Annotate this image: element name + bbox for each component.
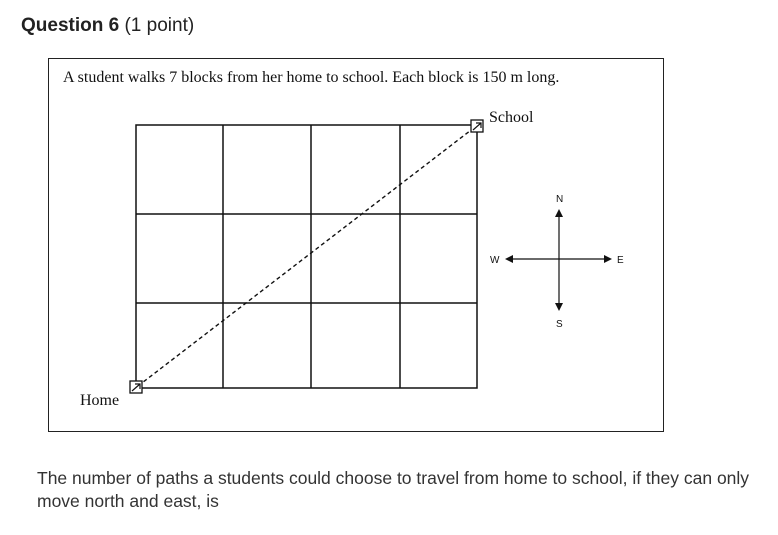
question-title: Question 6	[21, 15, 120, 36]
compass-north-label: N	[556, 194, 564, 205]
figure-caption: A student walks 7 blocks from her home to school. Each block is 150 m long.	[63, 69, 560, 86]
south-arrow-icon	[555, 303, 563, 311]
figure-box	[48, 58, 664, 432]
compass-east-label: E	[617, 255, 624, 266]
west-arrow-icon	[505, 255, 513, 263]
east-arrow-icon	[604, 255, 612, 263]
home-label: Home	[80, 392, 120, 409]
north-arrow-icon	[555, 209, 563, 217]
compass-west-label: W	[490, 255, 500, 266]
question-points: (1 point)	[124, 15, 195, 36]
school-label: School	[489, 109, 534, 126]
compass-south-label: S	[556, 319, 563, 330]
question-prompt: The number of paths a students could choose to travel from home to school, if they can only move north and east, is	[37, 468, 750, 511]
home-marker-icon	[130, 381, 142, 393]
straight-line-path	[138, 127, 475, 386]
question-header	[21, 14, 194, 38]
school-marker-icon	[471, 120, 483, 132]
compass-rose	[490, 194, 624, 330]
street-grid-diagram	[49, 59, 665, 433]
